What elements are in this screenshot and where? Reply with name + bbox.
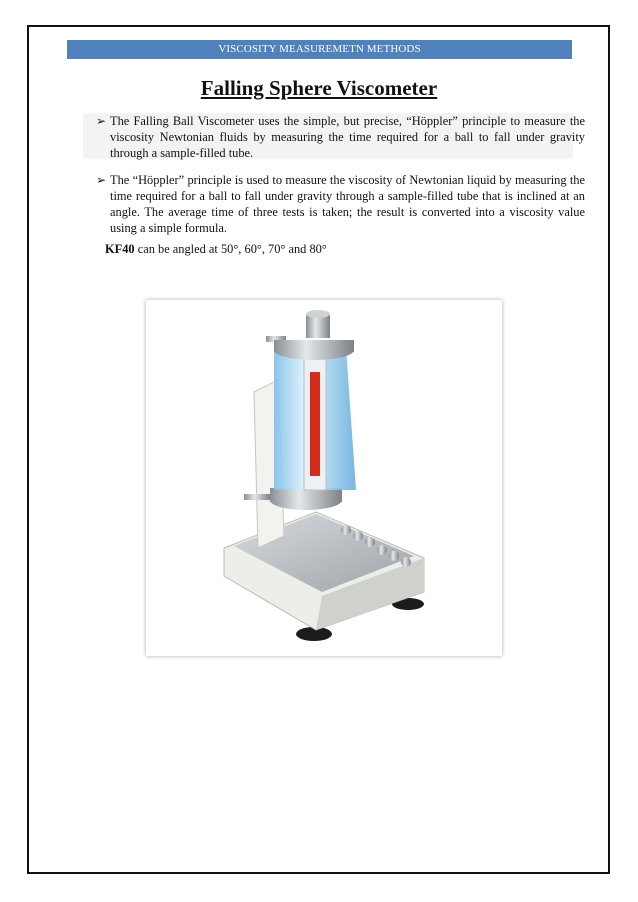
bullet-text-2: The “Höppler” principle is used to measure the viscosity of Newtonian liquid by measuring the time required for a ball to fall under gravity through a sample-filled tube that is inclined at an angle. The average time of three tests is taken; the result is converted into a viscosity value using a simple formula. xyxy=(110,173,585,235)
page-title: Falling Sphere Viscometer xyxy=(200,76,438,100)
viscometer-illustration xyxy=(146,300,502,656)
viscometer-photo xyxy=(146,300,502,656)
model-note xyxy=(105,242,327,257)
bullet-item-1 xyxy=(96,113,585,161)
model-name: KF40 xyxy=(105,242,135,256)
upper-collar-band xyxy=(274,340,354,352)
model-note-text: can be angled at 50°, 60°, 70° and 80° xyxy=(134,242,327,256)
header-bar xyxy=(67,40,572,59)
header-title: VISCOSITY MEASUREMETN METHODS xyxy=(218,43,421,55)
bullet-text-1: The Falling Ball Viscometer uses the simple, but precise, “Höppler” principle to measure the viscosity Newtonian fluids by measuring the time required for a ball to fall under gravity through a sample-filled tube. xyxy=(110,114,585,160)
red-indicator xyxy=(310,372,320,476)
arrow-bullet-icon: ➢ xyxy=(96,173,107,187)
arrow-bullet-icon: ➢ xyxy=(96,114,107,128)
cap-top xyxy=(306,310,330,318)
bullet-item-2 xyxy=(96,172,585,236)
outlet-valve xyxy=(244,494,270,500)
